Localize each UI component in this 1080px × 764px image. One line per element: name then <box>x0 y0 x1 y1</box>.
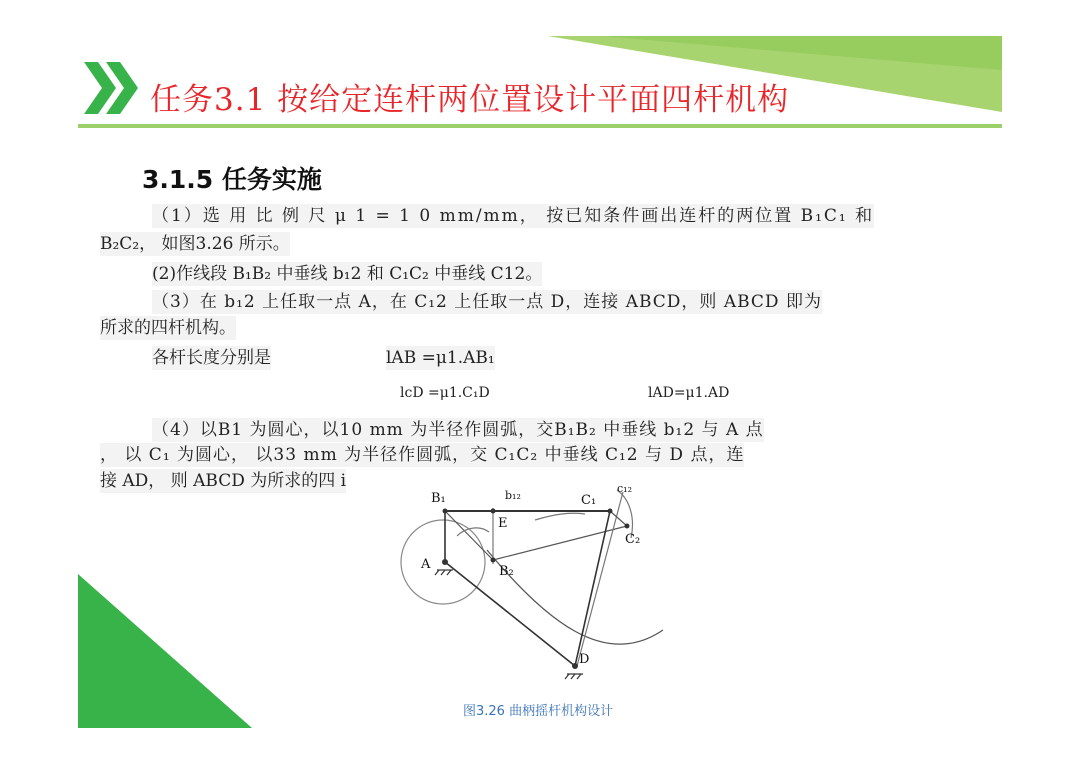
label-c12: c₁₂ <box>617 482 632 495</box>
label-b2: B₂ <box>499 564 514 579</box>
header-decoration <box>0 0 1080 140</box>
corner-decoration <box>0 560 270 764</box>
double-chevron-right-icon <box>84 62 142 114</box>
label-c2: C₂ <box>625 532 641 547</box>
body-line-5: 所求的四杆机构。 <box>100 318 236 338</box>
length-label: 各杆长度分别是 <box>152 348 271 368</box>
label-b1: B₁ <box>431 491 446 506</box>
four-bar-mechanism-diagram <box>395 480 685 692</box>
label-c1: C₁ <box>581 493 597 508</box>
label-a: A <box>421 557 431 572</box>
body-line-4: （3）在 b₁2 上任取一点 A，在 C₁2 上任取一点 D，连接 ABCD，则 ABCD 即为 <box>152 292 822 312</box>
body-line-3: (2)作线段 B₁B₂ 中垂线 b₁2 和 C₁C₂ 中垂线 C12。 <box>152 264 543 284</box>
body-line-8: （4）以B1 为圆心，以10 mm 为半径作圆弧，交B₁B₂ 中垂线 b₁2 与 A 点 <box>152 420 764 440</box>
body-line-9: ， 以 C₁ 为圆心， 以33 mm 为半径作圆弧，交 C₁C₂ 中垂线 C₁2 与 D 点，连 <box>100 445 745 465</box>
figure-caption: 图3.26 曲柄摇杆机构设计 <box>463 704 614 719</box>
body-line-1: （1）选 用 比 例 尺 μ 1 = 1 0 mm/mm， 按已知条件画出连杆的两位置 B₁C₁ 和 <box>152 206 875 226</box>
bisector-c12 <box>577 492 623 666</box>
formula-lab: lAB =μ1.AB₁ <box>386 348 495 368</box>
formula-lcd: lcD =μ1.C₁D <box>400 385 490 401</box>
body-line-2: B₂C₂， 如图3.26 所示。 <box>100 234 290 254</box>
body-line-10: 接 AD， 则 ABCD 为所求的四 i <box>100 471 347 491</box>
title-divider <box>78 124 1002 128</box>
formula-lad: lAD=μ1.AD <box>648 385 730 401</box>
label-e: E <box>498 516 508 531</box>
link-b1b2 <box>445 511 493 560</box>
label-d: D <box>579 652 590 667</box>
page-title: 任务3.1 按给定连杆两位置设计平面四杆机构 <box>150 82 790 118</box>
section-heading: 3.1.5 任务实施 <box>142 165 322 194</box>
label-b12: b₁₂ <box>505 489 521 502</box>
